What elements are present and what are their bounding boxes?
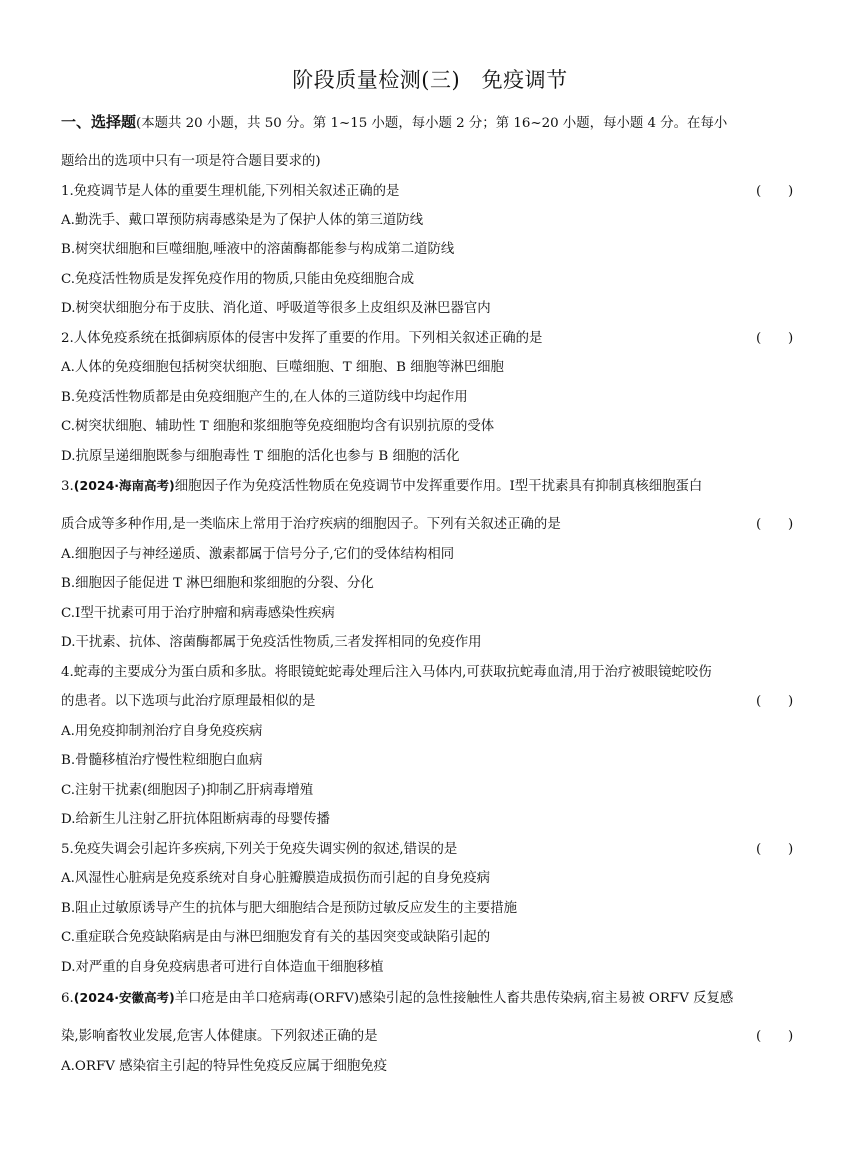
question-3-option-d: D.干扰素、抗体、溶菌酶都属于免疫活性物质,三者发挥相同的免疫作用 — [61, 635, 482, 650]
question-2-answer-bracket: ( ) — [756, 331, 794, 346]
question-6-stem-text: 羊口疮是由羊口疮病毒(ORFV)感染引起的急性接触性人畜共患传染病,宿主易被 ORFV 反复感 — [174, 991, 734, 1006]
question-2-option-b: B.免疫活性物质都是由免疫细胞产生的,在人体的三道防线中均起作用 — [61, 390, 468, 405]
question-6-stem-line-1 — [61, 988, 801, 1009]
question-3-option-a: A.细胞因子与神经递质、激素都属于信号分子,它们的受体结构相同 — [61, 547, 455, 562]
section-heading — [61, 112, 801, 134]
question-3-answer-bracket: ( ) — [756, 517, 794, 532]
section-note-continued: 题给出的选项中只有一项是符合题目要求的) — [61, 154, 321, 169]
question-2-option-c: C.树突状细胞、辅助性 T 细胞和浆细胞等免疫细胞均含有识别抗原的受体 — [61, 419, 495, 434]
question-6-option-a: A.ORFV 感染宿主引起的特异性免疫反应属于细胞免疫 — [61, 1059, 388, 1074]
question-2-stem: 2.人体免疫系统在抵御病原体的侵害中发挥了重要的作用。下列相关叙述正确的是 — [61, 331, 543, 346]
question-1-option-d: D.树突状细胞分布于皮肤、消化道、呼吸道等很多上皮组织及淋巴器官内 — [61, 301, 491, 316]
question-1-option-a: A.勤洗手、戴口罩预防病毒感染是为了保护人体的第三道防线 — [61, 213, 424, 228]
section-heading-label: 一、选择题 — [61, 113, 137, 131]
question-5-option-b: B.阻止过敏原诱导产生的抗体与肥大细胞结合是预防过敏反应发生的主要措施 — [61, 901, 517, 916]
question-3-option-c: C.Ⅰ型干扰素可用于治疗肿瘤和病毒感染性疾病 — [61, 606, 335, 621]
question-4-answer-bracket: ( ) — [756, 694, 794, 709]
question-5-option-c: C.重症联合免疫缺陷病是由与淋巴细胞发育有关的基因突变或缺陷引起的 — [61, 930, 491, 945]
question-5-stem: 5.免疫失调会引起许多疾病,下列关于免疫失调实例的叙述,错误的是 — [61, 842, 458, 857]
question-6-number: 6. — [61, 991, 74, 1006]
question-4-option-c: C.注射干扰素(细胞因子)抑制乙肝病毒增殖 — [61, 783, 314, 798]
question-5-option-a: A.风湿性心脏病是免疫系统对自身心脏瓣膜造成损伤而引起的自身免疫病 — [61, 871, 491, 886]
question-3-stem-text: 细胞因子作为免疫活性物质在免疫调节中发挥重要作用。Ⅰ型干扰素具有抑制真核细胞蛋白 — [174, 479, 703, 494]
question-5-option-d: D.对严重的自身免疫病患者可进行自体造血干细胞移植 — [61, 960, 384, 975]
question-4-stem-line-2: 的患者。以下选项与此治疗原理最相似的是 — [61, 694, 316, 709]
question-3-option-b: B.细胞因子能促进 T 淋巴细胞和浆细胞的分裂、分化 — [61, 576, 374, 591]
question-3-number: 3. — [61, 479, 74, 494]
question-3-stem-line-1 — [61, 476, 801, 497]
question-2-option-d: D.抗原呈递细胞既参与细胞毒性 T 细胞的活化也参与 B 细胞的活化 — [61, 449, 460, 464]
question-1-answer-bracket: ( ) — [756, 184, 794, 199]
question-1-option-b: B.树突状细胞和巨噬细胞,唾液中的溶菌酶都能参与构成第二道防线 — [61, 242, 455, 257]
section-note: (本题共 20 小题，共 50 分。第 1~15 小题，每小题 2 分；第 16~20 小题，每小题 4 分。在每小 — [136, 116, 728, 131]
question-6-source: (2024·安徽高考) — [73, 990, 175, 1005]
question-4-option-b: B.骨髓移植治疗慢性粒细胞白血病 — [61, 753, 263, 768]
question-6-stem-line-2: 染,影响畜牧业发展,危害人体健康。下列叙述正确的是 — [61, 1029, 378, 1044]
question-1-option-c: C.免疫活性物质是发挥免疫作用的物质,只能由免疫细胞合成 — [61, 272, 415, 287]
page-title: 阶段质量检测(三) 免疫调节 — [292, 68, 568, 92]
question-6-answer-bracket: ( ) — [756, 1029, 794, 1044]
question-1-stem: 1.免疫调节是人体的重要生理机能,下列相关叙述正确的是 — [61, 184, 400, 199]
question-3-stem-line-2: 质合成等多种作用,是一类临床上常用于治疗疾病的细胞因子。下列有关叙述正确的是 — [61, 517, 561, 532]
question-4-option-a: A.用免疫抑制剂治疗自身免疫疾病 — [61, 724, 263, 739]
question-4-stem-line-1: 4.蛇毒的主要成分为蛋白质和多肽。将眼镜蛇蛇毒处理后注入马体内,可获取抗蛇毒血清,用于治疗被眼镜蛇咬伤 — [61, 665, 712, 680]
question-5-answer-bracket: ( ) — [756, 842, 794, 857]
question-4-option-d: D.给新生儿注射乙肝抗体阻断病毒的母婴传播 — [61, 812, 330, 827]
question-3-source: (2024·海南高考) — [73, 478, 175, 493]
question-2-option-a: A.人体的免疫细胞包括树突状细胞、巨噬细胞、T 细胞、B 细胞等淋巴细胞 — [61, 360, 504, 375]
